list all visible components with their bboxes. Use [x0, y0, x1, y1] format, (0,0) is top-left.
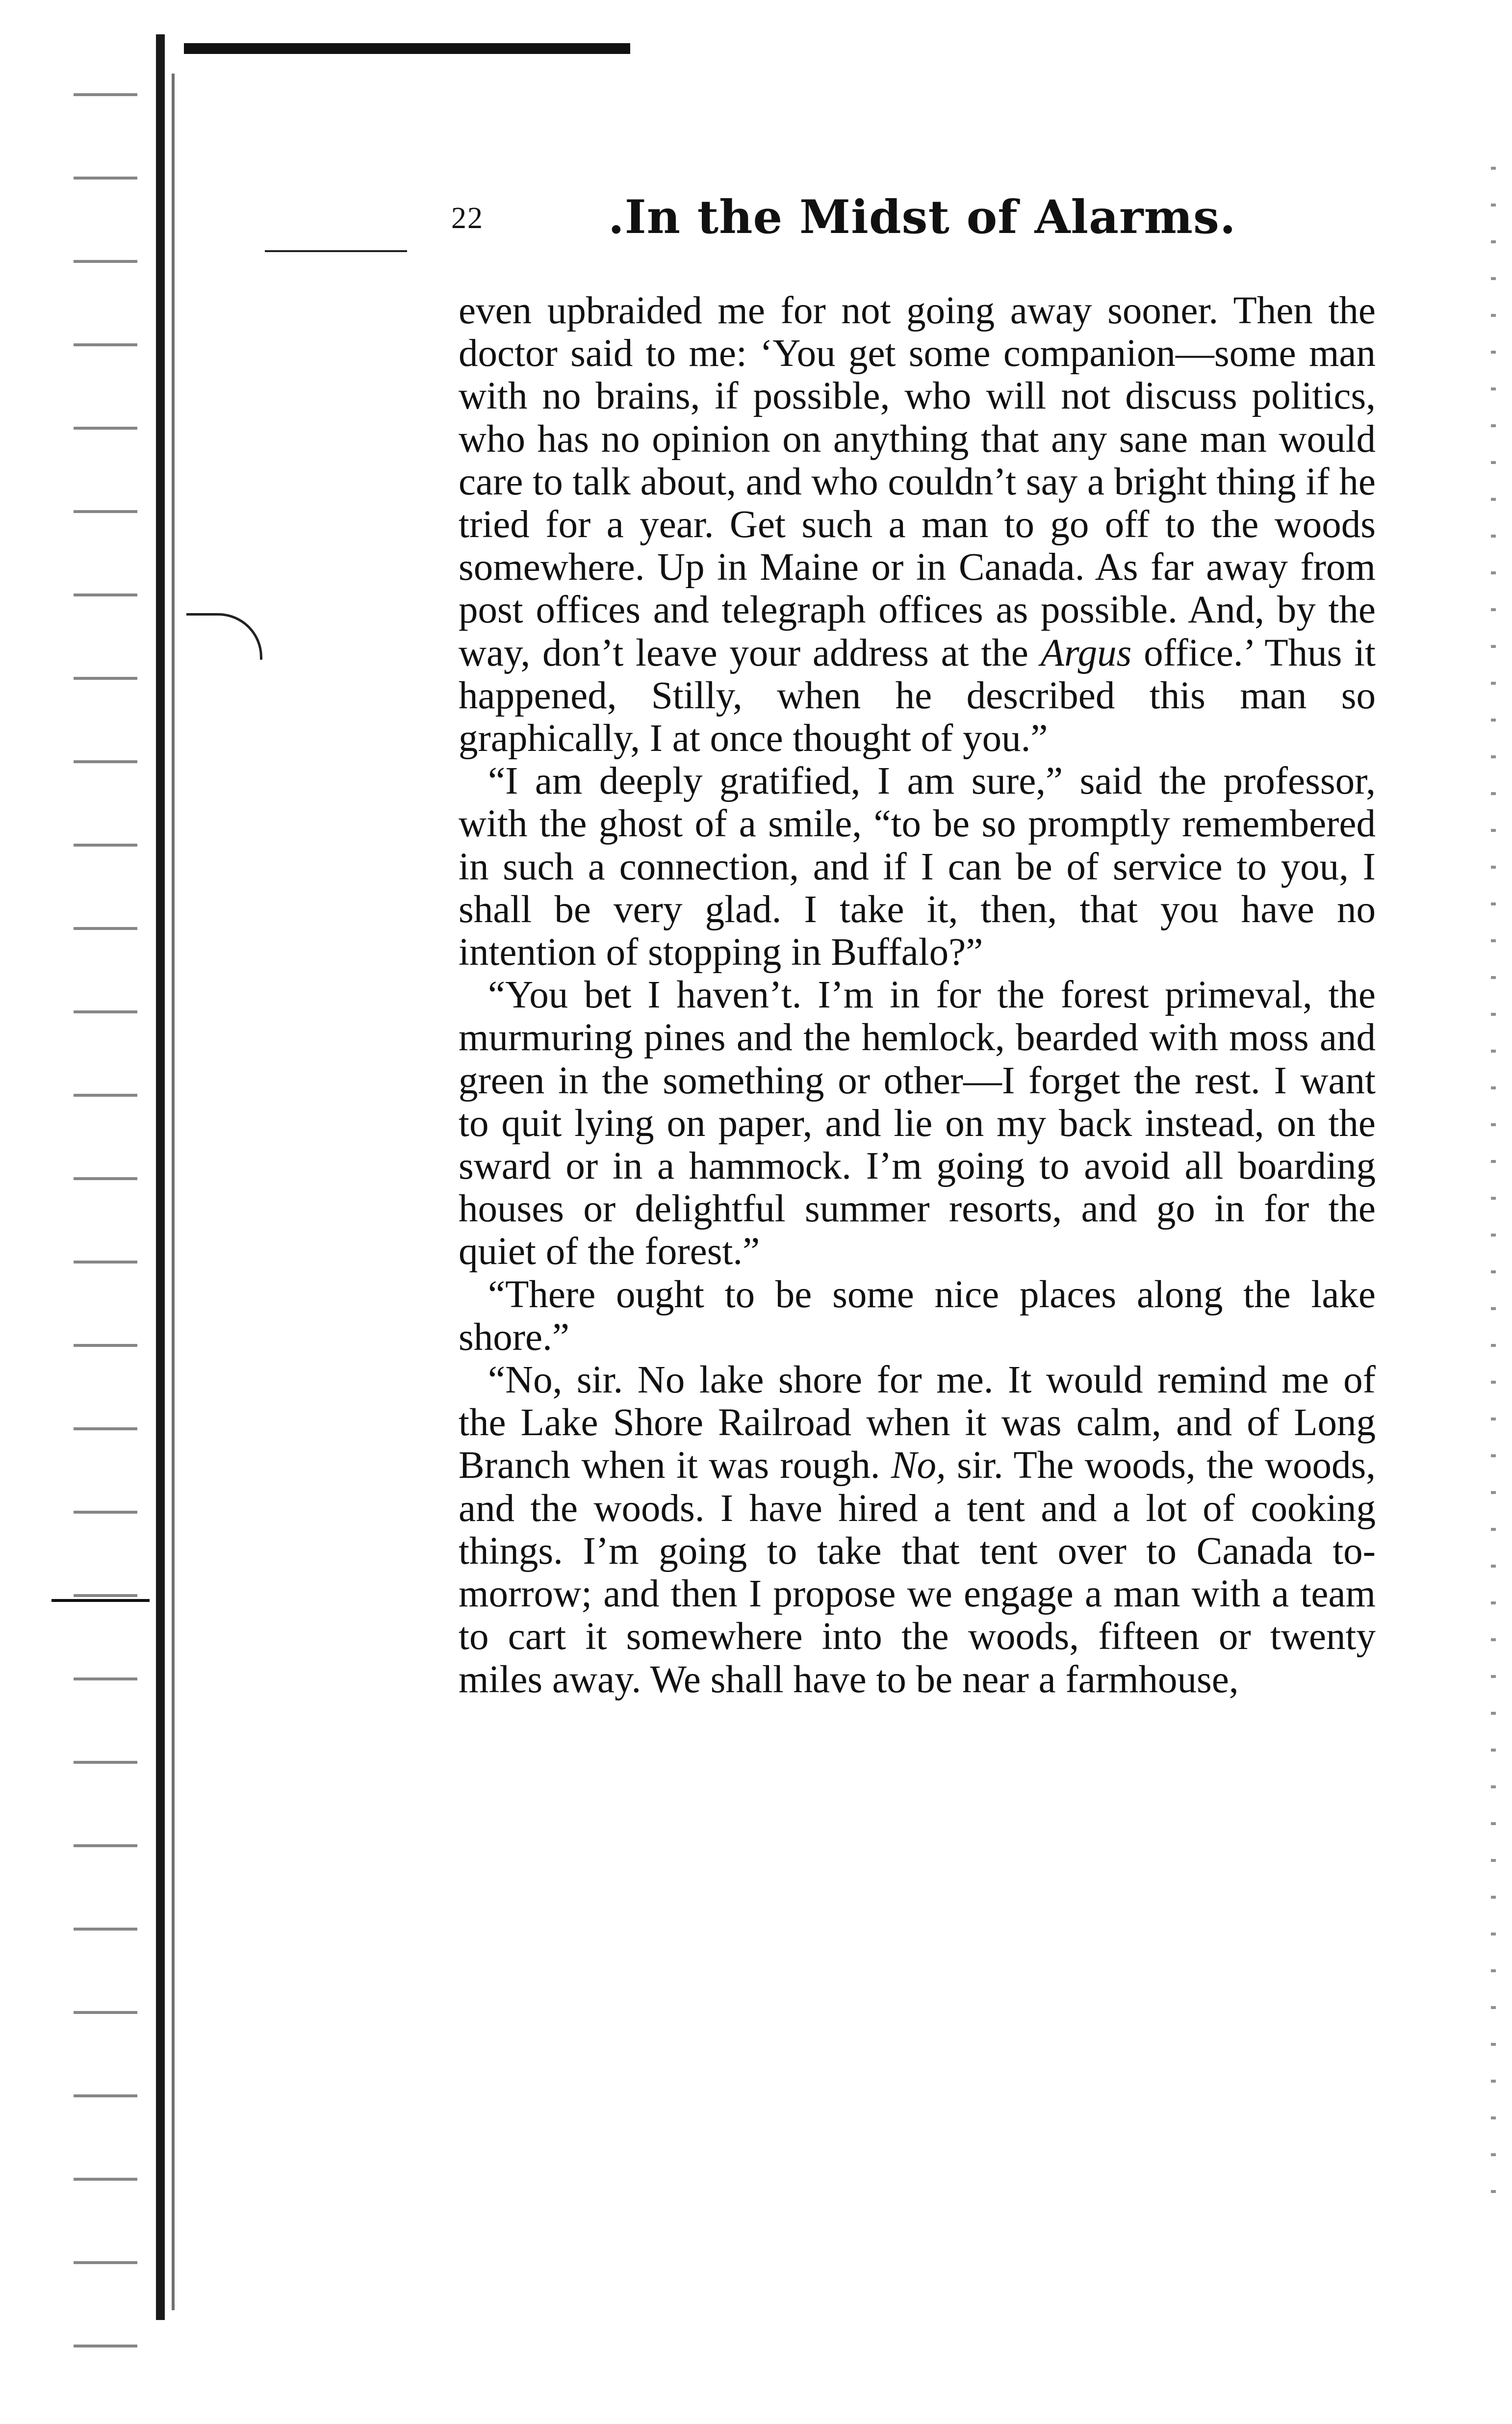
- paragraph-text: even upbraided me for not going away sooner. Then the doctor said to me: ‘You get some companion—some man with no brains, if possible, who will not discuss politics, who has no opinion on anything that any sane man would care to talk about, and who couldn’t say a bright thing if he tried for a year. Get such a man to go off to the woods somewhere. Up in Maine or in Canada. As far away from post offices and telegraph offices as possible. And, by the way, don’t leave your address at the: [459, 289, 1376, 674]
- stray-ink-curve: [186, 613, 262, 660]
- binding-edge-top: [184, 43, 630, 54]
- paragraph-text: “No, sir. No lake shore for me. It would remind me of the Lake Shore Railroad when it was calm, and of Long Branch when it was rough.: [459, 1359, 1376, 1487]
- paragraph: [459, 1273, 1376, 1359]
- paragraph-text: “I am deeply gratified, I am sure,” said the professor, with the ghost of a smile, “to be so promptly remembered in such a connection, and if I can be of service to you, I shall be very glad. I take it, then, that you have no intention of stopping in Buffalo?”: [459, 760, 1376, 974]
- paragraph-text-after: sir. The woods, the woods, and the woods. I have hired a tent and a lot of cooking things. I’m going to take that tent over to Canada to-morrow; and then I propose we engage a man with a team to cart it somewhere into the woods, fifteen or twenty miles away. We shall have to be near a farmhouse,: [459, 1444, 1376, 1701]
- running-head: .In the Midst of Alarms.: [608, 190, 1236, 244]
- scan-noise-right: [1491, 147, 1496, 2207]
- paragraph: [459, 1359, 1376, 1701]
- binding-edge-left: [156, 34, 165, 2320]
- stray-ink-line: [265, 250, 407, 252]
- body-text: [459, 289, 1376, 1701]
- paragraph: [459, 289, 1376, 760]
- paragraph-text: “There ought to be some nice places along the lake shore.”: [459, 1273, 1376, 1359]
- paragraph: [459, 760, 1376, 974]
- paragraph-italic: No,: [891, 1444, 946, 1487]
- paragraph: [459, 974, 1376, 1273]
- stray-ink-hook: [51, 1599, 150, 1602]
- paragraph-text-after: office.’ Thus it happened, Stilly, when he described this man so graphically, I at once thought of you.”: [459, 631, 1376, 760]
- page-header: [451, 190, 1383, 244]
- binding-shadow: [172, 74, 175, 2310]
- paragraph-text: “You bet I haven’t. I’m in for the forest primeval, the murmuring pines and the hemlock, bearded with moss and green in the something or other—I forget the rest. I want to quit lying on paper, and lie on my back instead, on the sward or in a hammock. I’m going to avoid all boarding houses or delightful summer resorts, and go in for the quiet of the forest.”: [459, 974, 1376, 1273]
- scan-noise-left: [74, 49, 137, 2354]
- paragraph-italic: Argus: [1040, 631, 1132, 674]
- page-number: 22: [451, 202, 484, 235]
